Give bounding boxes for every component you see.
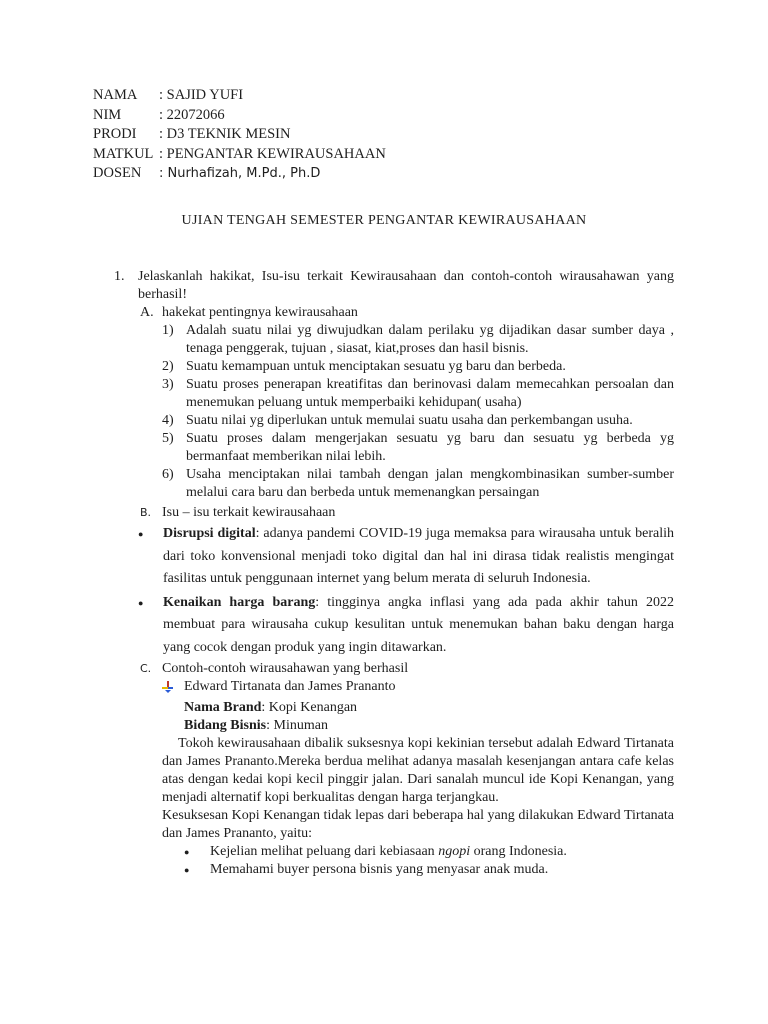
info-value: : PENGANTAR KEWIRAUSAHAAN bbox=[159, 145, 386, 162]
question-number: 1. bbox=[114, 269, 125, 284]
item-text: Suatu nilai yg diperlukan untuk memulai suatu usaha dan perkembangan usuha. bbox=[186, 413, 633, 428]
section-marker: B. bbox=[140, 506, 152, 519]
brand-row bbox=[162, 699, 674, 717]
info-label: PRODI bbox=[93, 126, 137, 142]
issue-text bbox=[163, 523, 674, 591]
success-point bbox=[184, 861, 674, 879]
bullet-dot-icon: ● bbox=[184, 865, 190, 875]
issue-desc: : adanya pandemi COVID-19 juga memaksa para wirausaha untuk beralih dari toko konvensional menjadi toko digital dan hal ini dirasa tidak realistis mengingat fasilitas untuk penggunaan internet yang belum merata di seluruh Indonesia. bbox=[163, 526, 674, 586]
question-1 bbox=[114, 268, 674, 304]
info-label: NIM bbox=[93, 106, 122, 123]
info-value: : 22072066 bbox=[159, 106, 225, 123]
section-title: hakekat pentingnya kewirausahaan bbox=[162, 305, 358, 320]
info-label: NAMA bbox=[93, 87, 138, 103]
item-number: 5) bbox=[162, 431, 174, 446]
item-text: Adalah suatu nilai yg diwujudkan dalam perilaku yg dijadikan dasar sumber daya , tenaga penggerak, tujuan , siasat, kiat,proses dan hasil bisnis. bbox=[186, 323, 674, 356]
point-pre: Kejelian melihat peluang dari kebiasaan bbox=[210, 844, 439, 859]
info-label: MATKUL bbox=[93, 145, 154, 162]
point-pre: Memahami buyer persona bisnis yang menyasar anak muda. bbox=[210, 862, 549, 877]
issue-name: Disrupsi digital bbox=[163, 526, 256, 541]
list-item bbox=[162, 430, 674, 466]
list-item bbox=[162, 412, 674, 430]
section-title: Contoh-contoh wirausahawan yang berhasil bbox=[162, 661, 409, 676]
point-text bbox=[210, 843, 567, 861]
student-info bbox=[93, 86, 386, 184]
success-point bbox=[184, 843, 674, 861]
point-text bbox=[210, 861, 548, 879]
item-number: 2) bbox=[162, 359, 174, 374]
bullet-dot-icon: ● bbox=[138, 529, 144, 539]
issue-bullet bbox=[138, 592, 674, 660]
info-row-prodi bbox=[93, 125, 386, 145]
field-row bbox=[162, 717, 674, 735]
info-row-nim bbox=[93, 106, 386, 126]
question-text: Jelaskanlah hakikat, Isu-isu terkait Kewirausahaan dan contoh-contoh wirausahawan yang berhasil! bbox=[138, 269, 674, 302]
field-value: : Minuman bbox=[266, 718, 328, 733]
info-row-nama bbox=[93, 86, 386, 106]
item-text: Suatu proses penerapan kreatifitas dan berinovasi dalam memecahkan persoalan dan menemukan peluang untuk memperbaiki kehidupan( usaha) bbox=[186, 377, 674, 410]
issue-desc: : tingginya angka inflasi yang ada pada akhir tahun 2022 membuat para wirausaha cukup kesulitan untuk menemukan bahan baku dengan harga yang cocok dengan produk yang ingin ditawarkan. bbox=[163, 594, 675, 655]
info-value: : Nurhafizah, M.Pd., Ph.D bbox=[159, 166, 321, 181]
success-paragraph: Kesuksesan Kopi Kenangan tidak lepas dari beberapa hal yang dilakukan Edward Tirtanata dan James Prananto, yaitu: bbox=[162, 808, 674, 841]
item-number: 3) bbox=[162, 377, 174, 392]
section-marker: A. bbox=[140, 305, 154, 320]
info-value: : D3 TEKNIK MESIN bbox=[159, 126, 291, 142]
info-row-dosen bbox=[93, 164, 386, 184]
answer-body bbox=[114, 268, 674, 879]
section-title: Isu – isu terkait kewirausahaan bbox=[162, 505, 336, 520]
hakekat-list bbox=[162, 322, 674, 502]
section-marker: C. bbox=[140, 662, 152, 675]
section-a-heading bbox=[140, 304, 674, 322]
entrepreneur-name-row bbox=[162, 678, 674, 699]
list-item bbox=[162, 322, 674, 358]
field-label: Bidang Bisnis bbox=[184, 718, 267, 733]
issue-bullet bbox=[138, 523, 674, 591]
point-post: orang Indonesia. bbox=[470, 844, 567, 859]
item-number: 1) bbox=[162, 323, 174, 338]
list-item bbox=[162, 358, 674, 376]
info-label: DOSEN bbox=[93, 165, 142, 181]
story-paragraph: Tokoh kewirausahaan dibalik suksesnya kopi kekinian tersebut adalah Edward Tirtanata dan James Prananto.Mereka berdua melihat adanya masalah kesenjangan antara cafe kelas atas dengan kedai kopi kecil pinggir jalan. Dari sanalah muncul ide Kopi Kenangan, yang menjadi alternatif kopi berkualitas dengan harga terjangkau. bbox=[162, 736, 674, 805]
info-value: : SAJID YUFI bbox=[159, 87, 244, 103]
entrepreneur-name: Edward Tirtanata dan James Prananto bbox=[184, 679, 396, 694]
issue-text bbox=[163, 592, 674, 660]
brand-value: : Kopi Kenangan bbox=[261, 700, 358, 715]
list-item bbox=[162, 376, 674, 412]
bullet-dot-icon: ● bbox=[184, 847, 190, 857]
point-italic: ngopi bbox=[438, 844, 471, 859]
arrow-bullet-icon bbox=[162, 678, 184, 699]
item-number: 6) bbox=[162, 467, 174, 482]
brand-label: Nama Brand bbox=[184, 700, 262, 715]
item-text: Usaha menciptakan nilai tambah dengan jalan mengkombinasikan sumber-sumber melalui cara baru dan berbeda untuk memenangkan persaingan bbox=[186, 467, 674, 500]
section-c-heading bbox=[140, 660, 674, 678]
entrepreneur-block bbox=[162, 678, 674, 879]
item-number: 4) bbox=[162, 413, 174, 428]
list-item bbox=[162, 466, 674, 502]
section-b-heading bbox=[140, 504, 674, 522]
item-text: Suatu proses dalam mengerjakan sesuatu yg baru dan sesuatu yg berbeda yg bermanfaat memberikan nilai lebih. bbox=[186, 431, 674, 464]
issue-name: Kenaikan harga barang bbox=[163, 594, 316, 610]
item-text: Suatu kemampuan untuk menciptakan sesuatu yg baru dan berbeda. bbox=[186, 359, 566, 374]
bullet-dot-icon: ● bbox=[138, 597, 144, 608]
info-row-matkul bbox=[93, 145, 386, 165]
exam-title: UJIAN TENGAH SEMESTER PENGANTAR KEWIRAUSAHAAN bbox=[181, 213, 587, 228]
